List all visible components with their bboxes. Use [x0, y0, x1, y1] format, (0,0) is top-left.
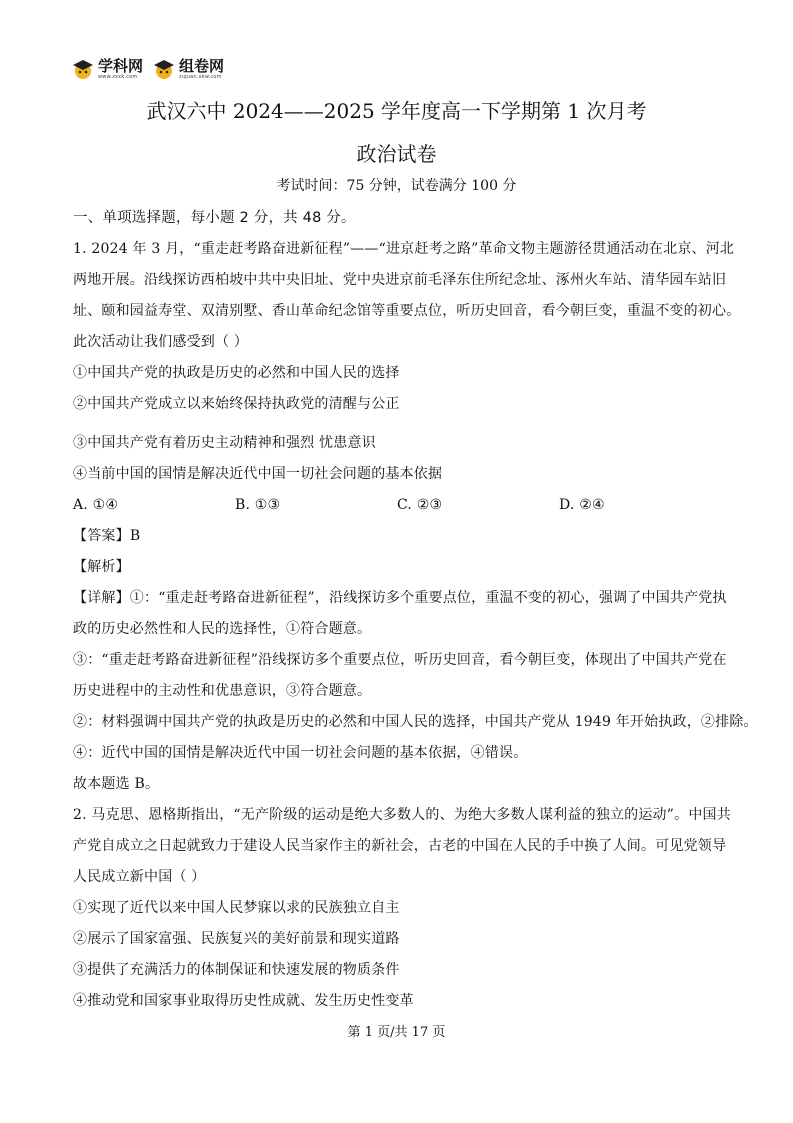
statement-item: ①实现了近代以来中国人民梦寐以求的民族独立自主 [73, 900, 400, 916]
question-stem-line: 人民成立新中国（ ） [73, 869, 206, 885]
statement-item: ③提供了充满活力的体制保证和快速发展的物质条件 [73, 962, 400, 978]
detail-line: ②：材料强调中国共产党的执政是历史的必然和中国人民的选择，中国共产党从 1949 年开始执政，②排除。 [73, 714, 758, 730]
graduation-cap-icon [72, 58, 94, 80]
logo-name: 学科网 [98, 57, 144, 75]
statement-item: ②展示了国家富强、民族复兴的美好前景和现实道路 [73, 931, 400, 947]
detail-line: 历史进程中的主动性和优患意识，③符合题意。 [73, 683, 372, 699]
detail-line: 故本题选 B。 [73, 776, 160, 792]
statement-item: ②中国共产党成立以来始终保持执政党的清醒与公正 [73, 396, 400, 412]
answer-value: B [129, 528, 141, 544]
exam-content [73, 208, 758, 1022]
option-d: D. ②④ [559, 497, 605, 513]
option-b: B. ①③ [235, 497, 281, 513]
detail-line: ④：近代中国的国情是解决近代中国一切社会问题的基本依据，④错误。 [73, 745, 528, 761]
analysis-label: 【解析】 [73, 559, 130, 575]
logo-url: www.zxxk.com [98, 74, 138, 80]
answer-options [73, 495, 733, 526]
question-stem-line: 产党自成立之日起就致力于建设人民当家作主的新社会，古老的中国在人民的手中换了人间。可见党领导 [73, 838, 727, 854]
option-c: C. ②③ [397, 497, 443, 513]
question-stem-line: 1. 2024 年 3 月，“重走赶考路奋进新征程”——“进京赶考之路”革命文物主题游径贯通活动在北京、河北 [73, 241, 735, 257]
detail-line: ③：“重走赶考路奋进新征程”沿线探访多个重要点位，听历史回音，看今朝巨变，体现出了中国共产党在 [73, 652, 727, 668]
page-footer: 第 1 页/共 17 页 [347, 1025, 446, 1040]
detail-line: 【详解】①：“重走赶考路奋进新征程”，沿线探访多个重要点位，重温不变的初心，强调了中国共产党执 [73, 590, 727, 606]
logo-name: 组卷网 [179, 57, 225, 75]
graduation-cap-icon [153, 58, 175, 80]
answer-line [73, 526, 733, 557]
exam-info: 考试时间：75 分钟，试卷满分 100 分 [276, 178, 517, 194]
detail-line: 政的历史必然性和人民的选择性，①符合题意。 [73, 621, 372, 637]
question-stem-line: 址、颐和园益寿堂、双清别墅、香山革命纪念馆等重要点位，听历史回音，看今朝巨变，重温不变的初心。 [73, 303, 741, 319]
statement-item: ①中国共产党的执政是历史的必然和中国人民的选择 [73, 365, 400, 381]
logo-url: zujuan.xkw.com [179, 74, 222, 80]
logo-xueke [72, 58, 143, 80]
statement-item: ④推动党和国家事业取得历史性成就、发生历史性变革 [73, 993, 414, 1009]
exam-subtitle: 政治试卷 [356, 142, 437, 166]
logo-bar [72, 58, 224, 88]
exam-title: 武汉六中 2024——2025 学年度高一下学期第 1 次月考 [146, 99, 647, 123]
statement-item: ④当前中国的国情是解决近代中国一切社会问题的基本依据 [73, 466, 443, 482]
option-a: A. ①④ [73, 497, 119, 513]
question-stem-line: 两地开展。沿线探访西柏坡中共中央旧址、党中央进京前毛泽东住所纪念址、涿州火车站、清华园车站旧 [73, 272, 727, 288]
answer-label: 【答案】 [73, 528, 130, 544]
question-stem-line: 此次活动让我们感受到（ ） [73, 334, 249, 350]
logo-zujuan [153, 58, 224, 80]
statement-item: ③中国共产党有着历史主动精神和强烈 忧患意识 [73, 435, 376, 451]
question-stem-line: 2. 马克思、恩格斯指出，“无产阶级的运动是绝大多数人的、为绝大多数人谋利益的独立的运动”。中国共 [73, 807, 731, 823]
section-heading: 一、单项选择题，每小题 2 分，共 48 分。 [73, 210, 356, 226]
